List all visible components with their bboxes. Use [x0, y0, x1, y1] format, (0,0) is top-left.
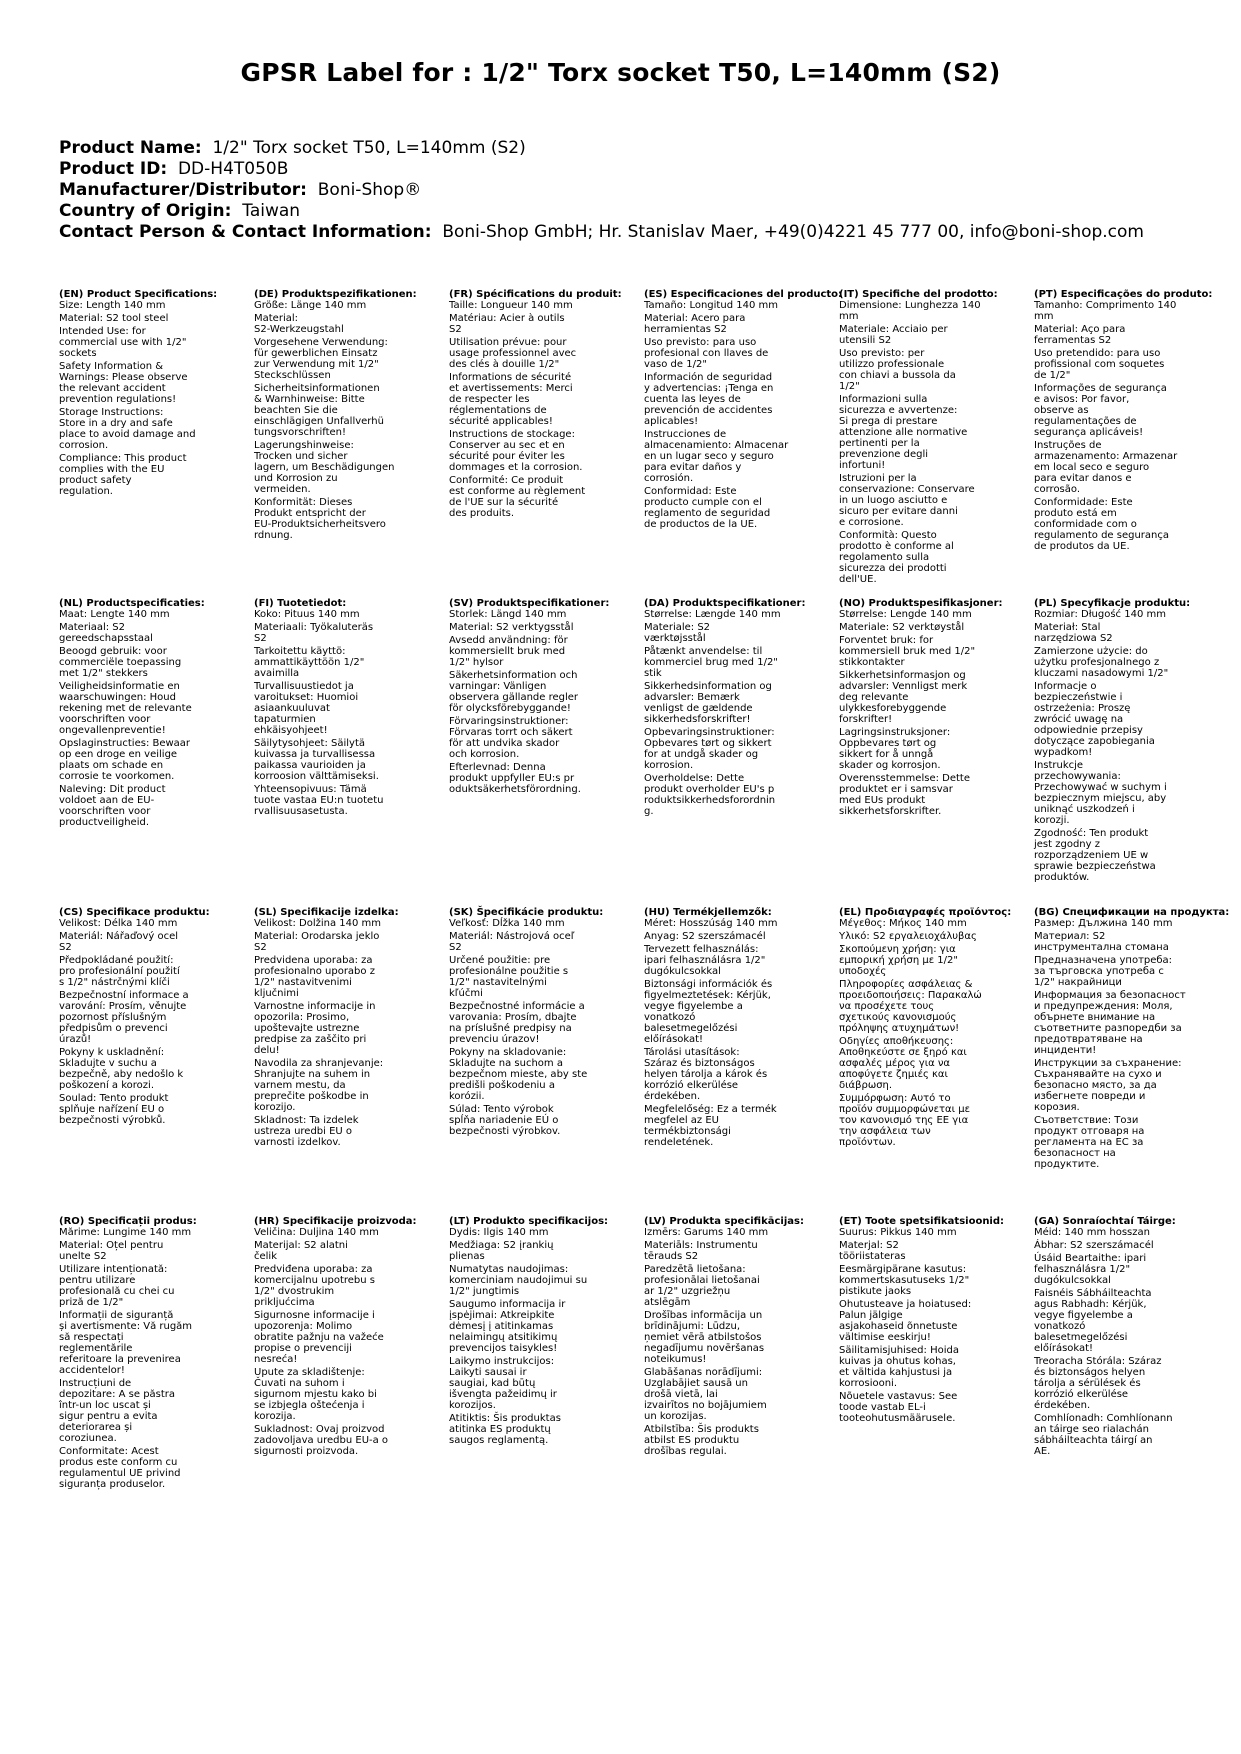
- language-block-line: Materiale: S2 værktøjsstål: [644, 622, 711, 644]
- language-block-line: Utilisation prévue: pour usage professionnel avec des clés à douille 1/2": [449, 337, 577, 370]
- language-block-line: Πληροφορίες ασφάλειας & προειδοποιήσεις: Παρακαλώ να προσέχετε τους σχετικούς κανονισμούς πρόληψης ατυχημάτων!: [839, 979, 982, 1034]
- language-block-line: Dimensione: Lunghezza 140 mm: [839, 300, 981, 322]
- language-block-line: Atitiktis: Šis produktas atitinka ES produktų saugos reglamentą.: [449, 1413, 561, 1446]
- language-block-heading: (FR) Spécifications du produit:: [449, 289, 622, 300]
- language-block-line: Předpokládané použití: pro profesionální použití s 1/2" nástrčnými klíči: [59, 955, 180, 988]
- language-block-line: Rozmiar: Długość 140 mm: [1034, 609, 1166, 620]
- language-block-line: Säilytysohjeet: Säilytä kuivassa ja turvallisessa paikassa vaurioiden ja korroosion välttämiseksi.: [254, 738, 379, 782]
- language-block-line: Efterlevnad: Denna produkt uppfyller EU:s pr oduktsäkerhetsförordning.: [449, 762, 581, 795]
- language-block: [449, 289, 634, 521]
- language-block-line: Påtænkt anvendelse: til kommerciel brug med 1/2" stik: [644, 646, 778, 679]
- language-block-line: Opbevaringsinstruktioner: Opbevares tørt og sikkert for at undgå skader og korrosion.: [644, 727, 775, 771]
- language-block: [59, 1216, 244, 1492]
- language-block-heading: (RO) Specificații produs:: [59, 1216, 197, 1227]
- language-block: [59, 598, 244, 830]
- language-block-heading: (NL) Productspecificaties:: [59, 598, 205, 609]
- language-block-heading: (GA) Sonraíochtaí Táirge:: [1034, 1216, 1176, 1227]
- page-title: GPSR Label for : 1/2" Torx socket T50, L=140mm (S2): [240, 58, 1001, 87]
- language-block-heading: (HU) Termékjellemzők:: [644, 907, 772, 918]
- language-block-line: Navodila za shranjevanje: Shranjujte na suhem in varnem mestu, da preprečite poškodbe in korozijo.: [254, 1058, 384, 1113]
- language-block-line: Информация за безопасност и предупреждения: Моля, обърнете внимание на съответните разпоредби за предотвратяване на инциденти!: [1034, 990, 1186, 1056]
- language-block-line: Förvaringsinstruktioner: Förvaras torrt och säkert för att undvika skador och korrosion.: [449, 716, 573, 760]
- language-block-line: Informazioni sulla sicurezza e avvertenze: Si prega di prestare attenzione alle normative pertinenti per la prevenzione degli infortuni!: [839, 394, 968, 471]
- info-row-country: [59, 201, 1209, 222]
- language-block: [1034, 289, 1219, 554]
- language-block-line: Méid: 140 mm hosszan: [1034, 1227, 1150, 1238]
- language-block-line: Materiál: Nástrojová oceľ S2: [449, 931, 575, 953]
- language-block-line: Lagringsinstruksjoner: Oppbevares tørt og sikkert for å unngå skader og korrosjon.: [839, 727, 951, 771]
- language-block: [1034, 598, 1219, 885]
- language-block-line: Comhlíonadh: Comhlíonann an táirge seo rialachán sábháilteachta táirgí an AE.: [1034, 1413, 1173, 1457]
- language-block-line: Lagerungshinweise: Trocken und sicher lagern, um Beschädigungen und Korrosion zu vermeiden.: [254, 440, 395, 495]
- language-block-line: Material: Acero para herramientas S2: [644, 313, 746, 335]
- language-block-line: Velikost: Délka 140 mm: [59, 918, 178, 929]
- language-block: [254, 907, 439, 1150]
- language-block-line: Tarkoitettu käyttö: ammattikäyttöön 1/2" avaimilla: [254, 646, 365, 679]
- language-block: [254, 1216, 439, 1459]
- language-block-line: Materiale: S2 verktøystål: [839, 622, 965, 633]
- language-block-line: Zgodność: Ten produkt jest zgodny z rozporządzeniem UE w sprawie bezpieczeństwa produktów.: [1034, 828, 1156, 883]
- language-block-line: Beoogd gebruik: voor commerciële toepassing met 1/2" stekkers: [59, 646, 182, 679]
- language-block-line: Σκοπούμενη χρήση: για εμπορική χρήση με 1/2" υποδοχές: [839, 944, 959, 977]
- language-block-line: Anyag: S2 szerszámacél: [644, 931, 766, 942]
- language-block-line: Suurus: Pikkus 140 mm: [839, 1227, 957, 1238]
- language-block-line: Pokyny na skladovanie: Skladujte na suchom a bezpečnom mieste, aby ste predišli poškodeniu a korózii.: [449, 1047, 588, 1102]
- language-block-line: Ohutusteave ja hoiatused: Palun jälgige asjakohaseid õnnetuste vältimise eeskirju!: [839, 1299, 972, 1343]
- language-block-line: Súlad: Tento výrobok spĺňa nariadenie EÚ o bezpečnosti výrobkov.: [449, 1104, 561, 1137]
- language-block-line: Nõuetele vastavus: See toode vastab EL-i tooteohutusmäärusele.: [839, 1391, 958, 1424]
- info-value: 1/2" Torx socket T50, L=140mm (S2): [212, 138, 526, 158]
- language-block-line: Συμμόρφωση: Αυτό το προϊόν συμμορφώνεται με τον κανονισμό της ΕΕ για την ασφάλεια των προϊόντων.: [839, 1093, 970, 1148]
- language-block: [839, 907, 1024, 1150]
- language-block-line: Faisnéis Sábháilteachta agus Rabhadh: Kérjük, vegye figyelembe a vonatkozó balesetmegelőzési előírásokat!: [1034, 1288, 1152, 1354]
- language-block-line: Predvidena uporaba: za profesionalno uporabo z 1/2" nastavitvenimi ključnimi: [254, 955, 375, 999]
- info-label: Country of Origin:: [59, 201, 232, 221]
- language-block: [1034, 907, 1230, 1172]
- language-block-line: Bezpečnostní informace a varování: Prosím, věnujte pozornost příslušným předpisům o prevenci úrazů!: [59, 990, 189, 1045]
- language-block-line: Materiale: Acciaio per utensili S2: [839, 324, 948, 346]
- language-block-line: Sukladnost: Ovaj proizvod zadovoljava uredbu EU-a o sigurnosti proizvoda.: [254, 1424, 389, 1457]
- language-block-line: Instrucciones de almacenamiento: Almacenar en un lugar seco y seguro para evitar daños y corrosión.: [644, 429, 789, 484]
- language-block-line: Предназначена употреба: за търговска употреба с 1/2" накрайници: [1034, 955, 1173, 988]
- language-block-heading: (ES) Especificaciones del producto:: [644, 289, 843, 300]
- language-block-line: Tamanho: Comprimento 140 mm: [1034, 300, 1177, 322]
- language-block-heading: (PL) Specyfikacje produktu:: [1034, 598, 1191, 609]
- language-block-line: Utilizare intenționată: pentru utilizare profesională cu chei cu priză de 1/2": [59, 1264, 175, 1308]
- language-block-line: Upute za skladištenje: Čuvati na suhom i sigurnom mjestu kako bi se izbjegla oštećenja i korozija.: [254, 1367, 377, 1422]
- language-block-line: Informations de sécurité et avertissements: Merci de respecter les réglementations de sécurité applicables!: [449, 372, 573, 427]
- language-block-line: Treoracha Stórála: Száraz és biztonságos helyen tárolja a sérülések és korrózió elkerülése érdekében.: [1034, 1356, 1162, 1411]
- language-block-line: Bezpečnostné informácie a varovania: Prosím, dbajte na príslušné predpisy na prevenciu úrazov!: [449, 1001, 585, 1045]
- language-block-line: Conformité: Ce produit est conforme au règlement de l'UE sur la sécurité des produits.: [449, 475, 586, 519]
- product-info: [59, 138, 1209, 243]
- language-block-line: Určené použitie: pre profesionálne použitie s 1/2" nastavitelnými kľúčmi: [449, 955, 569, 999]
- info-label: Manufacturer/Distributor:: [59, 180, 307, 200]
- language-block-line: Úsáid Beartaithe: ipari felhasználásra 1/2" dugókulcsokkal: [1034, 1253, 1147, 1286]
- language-block-line: Material: S2 verktygsstål: [449, 622, 574, 633]
- language-block-heading: (HR) Specifikacije proizvoda:: [254, 1216, 417, 1227]
- language-block-line: Glabāšanas norādījumi: Uzglabājiet sausā un drošā vietā, lai izvairītos no bojājumiem un korozijas.: [644, 1367, 767, 1422]
- language-block-line: Материал: S2 инструментална стомана: [1034, 931, 1169, 953]
- language-block-line: Veličina: Duljina 140 mm: [254, 1227, 379, 1238]
- language-block-line: Pokyny k uskladnění: Skladujte v suchu a bezpečně, aby nedošlo k poškození a korozi.: [59, 1047, 184, 1091]
- language-block-line: Avsedd användning: för kommersiellt bruk med 1/2" hylsor: [449, 635, 568, 668]
- language-block-line: Ábhar: S2 szerszámacél: [1034, 1240, 1154, 1251]
- language-block: [1034, 1216, 1219, 1459]
- language-block-heading: (LT) Produkto specifikacijos:: [449, 1216, 609, 1227]
- language-block-line: Sigurnosne informacije i upozorenja: Molimo obratite pažnju na važeće propise o prevenciji nesreća!: [254, 1310, 384, 1365]
- language-block-line: Laikymo instrukcijos: Laikyti sausai ir saugiai, kad būtų išvengta pažeidimų ir korozijos.: [449, 1356, 557, 1411]
- language-block-line: Koko: Pituus 140 mm: [254, 609, 360, 620]
- language-block-line: Tárolási utasítások: Száraz és biztonságos helyen tárolja a károk és korrózió elkerülése érdekében.: [644, 1047, 768, 1102]
- language-block-line: Velikost: Dolžina 140 mm: [254, 918, 382, 929]
- language-block-line: Yhteensopivuus: Tämä tuote vastaa EU:n tuotetu rvallisuusasetusta.: [254, 784, 384, 817]
- language-block-line: Megfelelőség: Ez a termék megfelel az EU termékbiztonsági rendeletének.: [644, 1104, 777, 1148]
- language-block-line: Méret: Hosszúság 140 mm: [644, 918, 778, 929]
- language-block-heading: (FI) Tuotetiedot:: [254, 598, 347, 609]
- language-block-line: Informações de segurança e avisos: Por favor, observe as regulamentações de segurança aplicáveis!: [1034, 383, 1167, 438]
- info-row-manufacturer: [59, 180, 1209, 201]
- language-block-line: Drošības informācija un brīdinājumi: Lūdzu, ņemiet vērā atbilstošos negadījumu novēršanas noteikumus!: [644, 1310, 765, 1365]
- language-block-line: Materiał: Stal narzędziowa S2: [1034, 622, 1113, 644]
- language-block-line: Veľkosť: Dĺžka 140 mm: [449, 918, 565, 929]
- language-block-line: Konformität: Dieses Produkt entspricht der EU-Produktsicherheitsvero rdnung.: [254, 497, 386, 541]
- language-block-line: Størrelse: Lengde 140 mm: [839, 609, 972, 620]
- language-block-line: Skladnost: Ta izdelek ustreza uredbi EU o varnosti izdelkov.: [254, 1115, 359, 1148]
- language-block-line: Istruzioni per la conservazione: Conservare in un luogo asciutto e sicuro per evitare danni e corrosione.: [839, 473, 975, 528]
- language-block-line: Soulad: Tento produkt splňuje nařízení EU o bezpečnosti výrobků.: [59, 1093, 169, 1126]
- language-block-line: Instructions de stockage: Conserver au sec et en sécurité pour éviter les dommages et la corrosion.: [449, 429, 583, 473]
- language-block-heading: (EN) Product Specifications:: [59, 289, 218, 300]
- language-block-heading: (DE) Produktspezifikationen:: [254, 289, 417, 300]
- language-block-line: Οδηγίες αποθήκευσης: Αποθηκεύστε σε ξηρό και ασφαλές μέρος για να αποφύγετε ζημιές και διάβρωση.: [839, 1036, 967, 1091]
- language-block-line: Overholdelse: Dette produkt overholder EU's p roduktsikkerhedsforordnin g.: [644, 773, 776, 817]
- language-block: [644, 907, 829, 1150]
- language-block-line: Υλικό: S2 εργαλειοχάλυβας: [839, 931, 977, 942]
- language-block-line: Tervezett felhasználás: ipari felhasználásra 1/2" dugókulcsokkal: [644, 944, 766, 977]
- language-block-line: Naleving: Dit product voldoet aan de EU- voorschriften voor productveiligheid.: [59, 784, 166, 828]
- language-block-line: Material: Aço para ferramentas S2: [1034, 324, 1126, 346]
- language-block-line: Инструкции за съхранение: Съхранявайте на сухо и безопасно място, за да избегнете повреди и корозия.: [1034, 1058, 1182, 1113]
- language-block-line: Sikkerhetsinformasjon og advarsler: Vennligst merk deg relevante ulykkesforebyggende forskrifter!: [839, 670, 968, 725]
- info-row-contact: [59, 222, 1209, 243]
- language-block-heading: (BG) Спецификации на продукта:: [1034, 907, 1230, 918]
- language-block-line: Materjal: S2 tööriistateras: [839, 1240, 906, 1262]
- language-block-heading: (NO) Produktspesifikasjoner:: [839, 598, 1003, 609]
- language-block: [449, 907, 634, 1139]
- language-block-line: Conformidad: Este producto cumple con el reglamento de seguridad de productos de la UE.: [644, 486, 771, 530]
- language-block-line: Materiaali: Työkaluteräs S2: [254, 622, 374, 644]
- language-block: [254, 598, 439, 819]
- info-label: Product Name:: [59, 138, 202, 158]
- info-label: Contact Person & Contact Information:: [59, 222, 432, 242]
- language-block: [449, 1216, 634, 1448]
- language-block-line: Размер: Дължина 140 mm: [1034, 918, 1173, 929]
- language-block-line: Storage Instructions: Store in a dry and safe place to avoid damage and corrosion.: [59, 407, 196, 451]
- language-block-line: Materiaal: S2 gereedschapsstaal: [59, 622, 153, 644]
- language-block: [254, 289, 439, 543]
- language-block-line: Overensstemmelse: Dette produktet er i samsvar med EUs produkt sikkerhetsforskrifter.: [839, 773, 970, 817]
- language-block-line: Materiál: Nářaďový ocel S2: [59, 931, 179, 953]
- language-block-line: Size: Length 140 mm: [59, 300, 166, 311]
- language-block-line: Material: S2-Werkzeugstahl: [254, 313, 344, 335]
- language-block-line: Informacje o bezpieczeństwie i ostrzeżenia: Proszę zwrócić uwagę na odpowiednie przepisy dotyczące zapobiegania wypadkom!: [1034, 681, 1155, 758]
- language-block-line: Vorgesehene Verwendung: für gewerblichen Einsatz zur Verwendung mit 1/2" Steckschlüssen: [254, 337, 388, 381]
- language-block-line: Sikkerhedsinformation og advarsler: Bemærk venligst de gældende sikkerhedsforskrifter!: [644, 681, 772, 725]
- info-value: Boni-Shop GmbH; Hr. Stanislav Maer, +49(0)4221 45 777 00, info@boni-shop.com: [442, 222, 1144, 242]
- info-value: Taiwan: [242, 201, 301, 221]
- language-block-line: Größe: Länge 140 mm: [254, 300, 367, 311]
- language-block-line: Biztonsági információk és figyelmeztetések: Kérjük, vegye figyelembe a vonatkozó balesetmegelőzési előírásokat!: [644, 979, 773, 1045]
- language-block-line: Paredzētā lietošana: profesionālai lietošanai ar 1/2" uzgriežņu atslēgām: [644, 1264, 760, 1308]
- language-block-line: Veiligheidsinformatie en waarschuwingen: Houd rekening met de relevante voorschriften voor ongevallenpreventie!: [59, 681, 192, 736]
- language-block-heading: (SL) Specifikacije izdelka:: [254, 907, 399, 918]
- language-block-line: Información de seguridad y advertencias: ¡Tenga en cuenta las leyes de prevención de accidentes aplicables!: [644, 372, 774, 427]
- language-block-heading: (SK) Špecifikácie produktu:: [449, 907, 604, 918]
- language-block-line: Uso previsto: para uso profesional con llaves de vaso de 1/2": [644, 337, 769, 370]
- language-block: [644, 289, 843, 532]
- info-row-product-name: [59, 138, 1209, 159]
- language-block: [59, 289, 244, 499]
- language-block-line: Instruções de armazenamento: Armazenar em local seco e seguro para evitar danos e corrosão.: [1034, 440, 1178, 495]
- language-block-line: Mărime: Lungime 140 mm: [59, 1227, 192, 1238]
- language-block-line: Informații de siguranță și avertismente: Vă rugăm să respectați reglementările referitoare la prevenirea accidentelor!: [59, 1310, 193, 1376]
- language-block: [839, 598, 1024, 819]
- language-block-line: Material: Oțel pentru unelte S2: [59, 1240, 164, 1262]
- language-block-heading: (LV) Produkta specifikācijas:: [644, 1216, 804, 1227]
- info-label: Product ID:: [59, 159, 168, 179]
- language-block-line: Predviđena uporaba: za komercijalnu upotrebu s 1/2" dvostrukim prikljućcima: [254, 1264, 375, 1308]
- language-block: [839, 1216, 1024, 1426]
- language-block: [59, 907, 244, 1128]
- language-block-line: Uso previsto: per utilizzo professionale con chiavi a bussola da 1/2": [839, 348, 956, 392]
- language-block-line: Material: Orodarska jeklo S2: [254, 931, 380, 953]
- language-block-line: Maat: Lengte 140 mm: [59, 609, 170, 620]
- language-block-line: Saugumo informacija ir įspėjimai: Atkreipkite dėmesį į atitinkamas nelaimingų atsitikimų prevencijos taisykles!: [449, 1299, 566, 1354]
- language-block-line: Material: S2 tool steel: [59, 313, 169, 324]
- language-block-line: Izmērs: Garums 140 mm: [644, 1227, 769, 1238]
- info-row-product-id: [59, 159, 1209, 180]
- language-block-heading: (EL) Προδιαγραφές προϊόντος:: [839, 907, 1012, 918]
- language-block-line: Medžiaga: S2 įrankių plienas: [449, 1240, 554, 1262]
- language-block-heading: (DA) Produktspecifikationer:: [644, 598, 806, 609]
- info-value: Boni-Shop®: [317, 180, 422, 200]
- language-block: [449, 598, 634, 797]
- language-block-line: Dydis: Ilgis 140 mm: [449, 1227, 549, 1238]
- language-block-line: Atbilstība: Šis produkts atbilst ES produktu drošības regulai.: [644, 1424, 759, 1457]
- language-block-line: Compliance: This product complies with the EU product safety regulation.: [59, 453, 187, 497]
- language-block-line: Uso pretendido: para uso profissional com soquetes de 1/2": [1034, 348, 1165, 381]
- language-block-line: Eesmärgipärane kasutus: kommertskasutuseks 1/2" pistikute jaoks: [839, 1264, 970, 1297]
- language-block-line: Storlek: Längd 140 mm: [449, 609, 567, 620]
- language-block-line: Instrukcje przechowywania: Przechowywać w suchym i bezpiecznym miejscu, aby uniknąć uszkodzeń i korozji.: [1034, 760, 1167, 826]
- language-block-heading: (PT) Especificações do produto:: [1034, 289, 1213, 300]
- language-block-line: Opslaginstructies: Bewaar op een droge en veilige plaats om schade en corrosie te voorkomen.: [59, 738, 191, 782]
- language-block-line: Intended Use: for commercial use with 1/2" sockets: [59, 326, 187, 359]
- language-block-line: Conformitate: Acest produs este conform cu regulamentul UE privind siguranța produselor.: [59, 1446, 181, 1490]
- language-block-heading: (CS) Specifikace produktu:: [59, 907, 210, 918]
- language-block-line: Conformità: Questo prodotto è conforme al regolamento sulla sicurezza dei prodotti dell'UE.: [839, 530, 954, 585]
- language-block-line: Tamaño: Longitud 140 mm: [644, 300, 778, 311]
- language-block-heading: (SV) Produktspecifikationer:: [449, 598, 610, 609]
- language-block-line: Turvallisuustiedot ja varoitukset: Huomioi asiaankuuluvat tapaturmien ehkäisyohjeet!: [254, 681, 359, 736]
- language-block-line: Säkerhetsinformation och varningar: Vänligen observera gällande regler för olycksförebyggande!: [449, 670, 579, 714]
- language-block-line: Säilitamisjuhised: Hoida kuivas ja ohutus kohas, et vältida kahjustusi ja korrosiooni.: [839, 1345, 959, 1389]
- language-block-line: Numatytas naudojimas: komerciniam naudojimui su 1/2" jungtimis: [449, 1264, 588, 1297]
- language-block-line: Matériau: Acier à outils S2: [449, 313, 565, 335]
- language-block-line: Sicherheitsinformationen & Warnhinweise: Bitte beachten Sie die einschlägigen Unfallverhü tungsvorschriften!: [254, 383, 384, 438]
- language-block-line: Forventet bruk: for kommersiell bruk med 1/2" stikkontakter: [839, 635, 976, 668]
- language-block-line: Safety Information & Warnings: Please observe the relevant accident prevention regulations!: [59, 361, 188, 405]
- language-block-line: Størrelse: Længde 140 mm: [644, 609, 781, 620]
- language-block-line: Conformidade: Este produto está em conformidade com o regulamento de segurança de produtos da UE.: [1034, 497, 1170, 552]
- language-block-line: Zamierzone użycie: do użytku profesjonalnego z kluczami nasadowymi 1/2": [1034, 646, 1169, 679]
- language-block-line: Taille: Longueur 140 mm: [449, 300, 573, 311]
- language-block-heading: (ET) Toote spetsifikatsioonid:: [839, 1216, 1005, 1227]
- language-block-line: Materijal: S2 alatni čelik: [254, 1240, 348, 1262]
- language-block-line: Μέγεθος: Μήκος 140 mm: [839, 918, 967, 929]
- language-block: [644, 1216, 829, 1459]
- info-value: DD-H4T050B: [177, 159, 289, 179]
- language-block-line: Instrucțiuni de depozitare: A se păstra într-un loc uscat și sigur pentru a evita deteriorarea și coroziunea.: [59, 1378, 176, 1444]
- language-block-line: Materiāls: Instrumentu tērauds S2: [644, 1240, 758, 1262]
- language-block-line: Съответствие: Този продукт отговаря на регламента на ЕС за безопасност на продуктите.: [1034, 1115, 1145, 1170]
- language-block: [839, 289, 1024, 587]
- language-block-heading: (IT) Specifiche del prodotto:: [839, 289, 998, 300]
- language-block: [644, 598, 829, 819]
- language-block-line: Varnostne informacije in opozorila: Prosimo, upoštevajte ustrezne predpise za zaščito pri delu!: [254, 1001, 376, 1056]
